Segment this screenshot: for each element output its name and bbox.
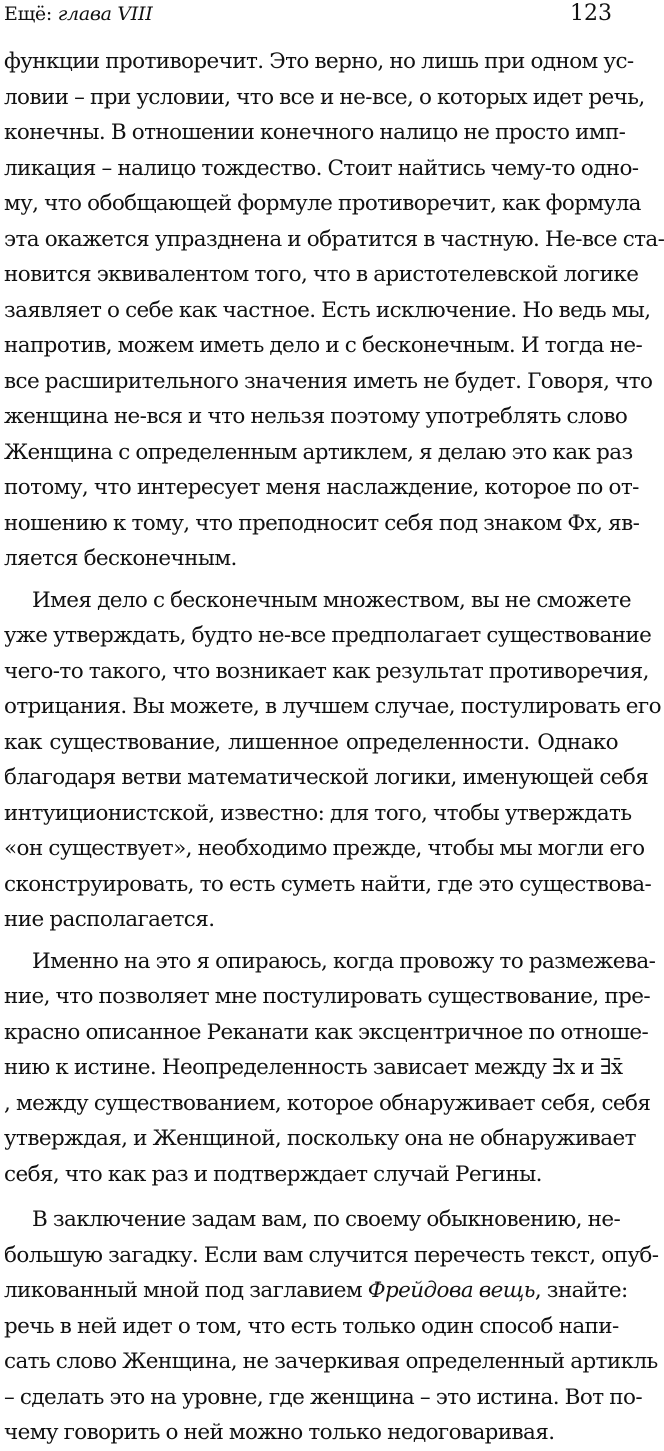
text-line: сконструировать, то есть суметь найти, где это существова- [4, 871, 652, 897]
text-line: женщина не-вся и что нельзя поэтому употреблять слово [4, 404, 628, 429]
text-line: интуиционистской, известно: для того, чтобы утверждать [4, 800, 632, 826]
text-line: уже утверждать, будто не-все предполагает существование [4, 623, 652, 648]
text-line: эта окажется упразднена и обратится в частную. Не-все ста- [4, 226, 664, 252]
text-line: конечны. В отношении конечного налицо не просто имп- [4, 120, 626, 145]
text-line: чему говорить о ней можно только недоговаривая. [4, 1420, 555, 1445]
text-line: ляется бесконечным. [4, 546, 237, 571]
text-line: потому, что интересует меня наслаждение, которое по от- [4, 475, 639, 500]
text-line: благодаря ветви математической логики, именующей себя [4, 765, 649, 790]
text-line: му, что обобщающей формуле противоречит, как формула [4, 191, 641, 216]
text-line: утверждая, и Женщиной, поскольку она не обнаруживает [4, 1126, 636, 1151]
text-line: ловии – при условии, что все и не-все, о которых идет речь, [4, 84, 645, 110]
text-line: Именно на это я опираюсь, когда провожу то размежева- [32, 948, 656, 974]
text-line: Имея дело с бесконечным множеством, вы не сможете [32, 587, 631, 613]
text-line: чего-то такого, что возникает как результат противоречия, [4, 658, 649, 684]
paragraph-1 [4, 44, 664, 577]
running-head-prefix: Ещё: [4, 3, 58, 25]
text-line: большую загадку. Если вам случится перечесть текст, опуб- [4, 1242, 659, 1268]
text-line: как существование, лишенное определенности. Однако [4, 729, 618, 755]
body-text [4, 44, 664, 1451]
text-fragment: , знайте: [534, 1278, 628, 1303]
text-line: сать слово Женщина, не зачеркивая определенный артикль [4, 1349, 658, 1374]
text-line: заявляет о себе как частное. Есть исключение. Но ведь мы, [4, 297, 651, 323]
text-line: В заключение задам вам, по своему обыкновению, не- [32, 1207, 621, 1232]
text-line: , между существованием, которое обнаруживает себя, себя [4, 1090, 651, 1116]
text-line: Женщина с определенным артиклем, я делаю это как раз [4, 439, 633, 465]
running-head [4, 2, 152, 26]
running-head-chapter: глава VIII [57, 3, 153, 25]
text-line: речь в ней идет о том, что есть только один способ напи- [4, 1313, 619, 1339]
text-line: ние, что позволяет мне постулировать существование, пре- [4, 984, 651, 1009]
text-line: красно описанное Реканати как эксцентричное по отноше- [4, 1019, 649, 1045]
text-line: все расширительного значения иметь не будет. Говоря, что [4, 368, 653, 394]
text-line: себя, что как раз и подтверждает случай Регины. [4, 1161, 542, 1187]
text-line: – сделать это на уровне, где женщина – это истина. Вот по- [4, 1384, 642, 1410]
page-header [0, 0, 620, 40]
text-line: напротив, можем иметь дело и с бесконечным. И тогда не- [4, 333, 643, 358]
paragraph-3 [4, 944, 656, 1193]
text-line: ние располагается. [4, 907, 215, 932]
page-number: 123 [570, 1, 612, 26]
paragraph-4 [4, 1202, 659, 1451]
text-line: «он существует», необходимо прежде, чтобы мы могли его [4, 836, 645, 861]
work-title: Фрейдова вещь [367, 1278, 535, 1303]
text-fragment: ликованный мной под заглавием [4, 1278, 368, 1303]
text-line: нию к истине. Неопределенность зависает между ∃x и ∃x̄ [4, 1055, 623, 1080]
paragraph-2 [4, 583, 661, 938]
text-line-with-title [4, 1273, 628, 1309]
text-line: отрицания. Вы можете, в лучшем случае, постулировать его [4, 694, 661, 719]
text-line: новится эквивалентом того, что в аристотелевской логике [4, 262, 639, 287]
text-line: ликация – налицо тождество. Стоит найтись чему-то одно- [4, 155, 639, 181]
paragraph-gap [4, 1192, 618, 1202]
text-line: ношению к тому, что преподносит себя под знаком Фх, яв- [4, 510, 640, 536]
text-line: функции противоречит. Это верно, но лишь при одном ус- [4, 49, 634, 74]
